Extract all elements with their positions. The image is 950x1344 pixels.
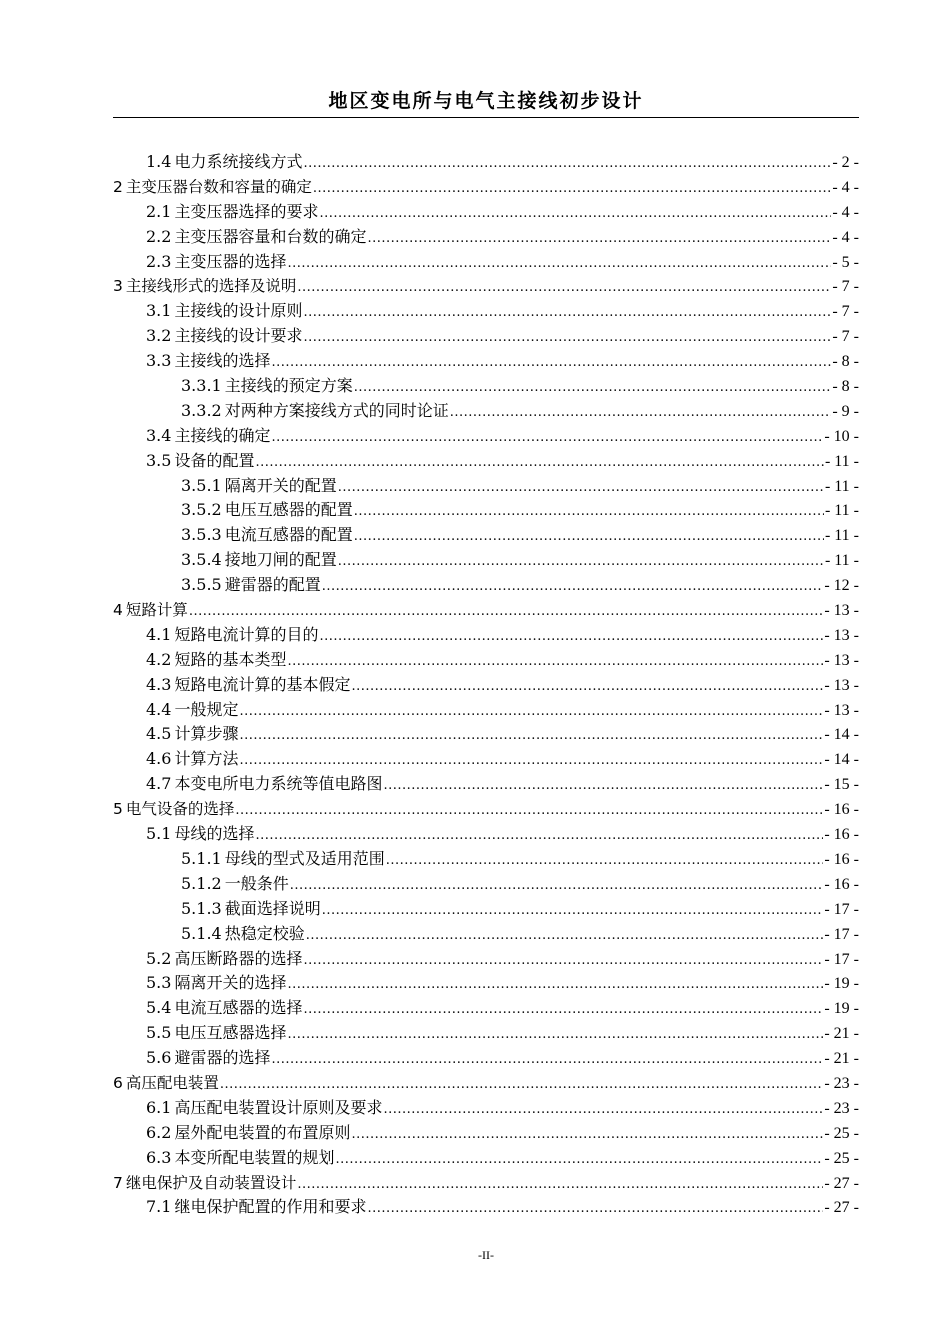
toc-entry-number: 3.3.1 [181, 376, 222, 396]
toc-entry[interactable] [113, 548, 859, 573]
toc-entry-number: 5 [113, 800, 123, 819]
toc-entry-page: - 23 - [824, 1099, 859, 1117]
toc-entry-number: 6.2 [146, 1122, 172, 1142]
toc-entry-title: 避雷器的选择 [174, 1048, 271, 1068]
toc-entry-title: 屋外配电装置的布置原则 [174, 1122, 351, 1142]
toc-entry-title: 计算方法 [174, 749, 239, 769]
toc-entry-title: 隔离开关的配置 [224, 475, 337, 495]
toc-entry-page: - 4 - [832, 203, 859, 221]
toc-entry[interactable] [113, 299, 859, 324]
toc-entry-title: 主变压器台数和容量的确定 [125, 177, 312, 196]
toc-entry[interactable] [113, 250, 859, 275]
toc-dot-leader [255, 824, 823, 849]
toc-entry-page: - 21 - [824, 1025, 859, 1043]
toc-dot-leader [386, 849, 824, 874]
toc-entry-title: 热稳定校验 [224, 923, 305, 943]
toc-entry-page: - 11 - [824, 502, 859, 520]
toc-dot-leader [303, 152, 831, 177]
toc-entry[interactable] [113, 1171, 859, 1196]
toc-entry-number: 5.2 [146, 948, 172, 968]
toc-entry[interactable] [113, 922, 859, 947]
toc-entry-page: - 13 - [824, 701, 859, 719]
toc-dot-leader [351, 675, 823, 700]
toc-entry-page: - 13 - [824, 602, 859, 620]
toc-entry-title: 接地刀闸的配置 [224, 550, 337, 570]
toc-entry-number: 4.7 [146, 774, 172, 794]
toc-entry-title: 短路电流计算的目的 [174, 624, 319, 644]
toc-entry-page: - 4 - [832, 228, 859, 246]
toc-entry-page: - 19 - [824, 1000, 859, 1018]
toc-entry-number: 5.1.3 [181, 898, 222, 918]
toc-entry-number: 5.4 [146, 998, 172, 1018]
toc-dot-leader [354, 376, 832, 401]
toc-entry-page: - 17 - [824, 950, 859, 968]
toc-dot-leader [319, 202, 831, 227]
toc-dot-leader [287, 1023, 823, 1048]
toc-entry-page: - 11 - [824, 452, 859, 470]
toc-dot-leader [450, 401, 832, 426]
toc-entry-page: - 7 - [832, 328, 859, 346]
toc-entry-number: 4.6 [146, 749, 172, 769]
toc-entry-number: 4.5 [146, 724, 172, 744]
toc-entry-number: 3.5.1 [181, 475, 222, 495]
toc-entry-title: 短路的基本类型 [174, 649, 287, 669]
toc-entry[interactable] [113, 523, 859, 548]
toc-entry[interactable] [113, 498, 859, 523]
toc-entry-page: - 21 - [824, 1050, 859, 1068]
toc-entry-title: 电压互感器的配置 [224, 500, 353, 520]
toc-entry-page: - 11 - [824, 527, 859, 545]
toc-entry[interactable] [113, 598, 859, 623]
toc-entry-title: 电力系统接线方式 [174, 152, 303, 171]
toc-entry[interactable] [113, 424, 859, 449]
toc-entry-title: 高压配电装置 [125, 1073, 219, 1092]
toc-entry-title: 高压断路器的选择 [174, 948, 303, 968]
toc-entry-number: 3.3 [146, 351, 172, 371]
toc-entry[interactable] [113, 623, 859, 648]
toc-entry[interactable] [113, 673, 859, 698]
toc-entry-title: 母线的选择 [174, 824, 255, 844]
toc-entry-number: 4.1 [146, 624, 172, 644]
toc-entry-number: 5.1.2 [181, 873, 222, 893]
header-divider [113, 117, 859, 118]
toc-dot-leader [287, 650, 823, 675]
toc-entry-number: 3.5.3 [181, 525, 222, 545]
toc-entry[interactable] [113, 847, 859, 872]
toc-entry-page: - 15 - [824, 776, 859, 794]
toc-entry[interactable] [113, 648, 859, 673]
toc-entry-number: 6 [113, 1073, 123, 1092]
toc-entry[interactable] [113, 1096, 859, 1121]
toc-entry-title: 主接线的确定 [174, 425, 271, 445]
toc-entry-page: - 13 - [824, 651, 859, 669]
toc-entry-number: 7.1 [146, 1197, 172, 1217]
toc-entry-title: 主接线的设计原则 [174, 301, 303, 321]
toc-entry[interactable] [113, 274, 859, 299]
toc-entry-title: 本变所配电装置的规划 [174, 1147, 335, 1167]
toc-dot-leader [239, 700, 823, 725]
toc-dot-leader [189, 600, 823, 625]
toc-entry-number: 4.2 [146, 649, 172, 669]
toc-entry[interactable] [113, 947, 859, 972]
toc-entry-page: - 14 - [824, 726, 859, 744]
toc-entry[interactable] [113, 722, 859, 747]
table-of-contents [113, 150, 859, 1220]
toc-entry-number: 4 [113, 601, 123, 620]
toc-dot-leader [303, 998, 823, 1023]
toc-entry-title: 避雷器的配置 [224, 575, 321, 595]
toc-entry-number: 2.1 [146, 201, 172, 221]
toc-dot-leader [354, 500, 824, 525]
toc-entry-title: 主接线的选择 [174, 351, 271, 371]
toc-entry-title: 截面选择说明 [224, 898, 321, 918]
toc-dot-leader [367, 1197, 823, 1222]
toc-entry-page: - 16 - [824, 875, 859, 893]
toc-dot-leader [354, 525, 824, 550]
toc-entry[interactable] [113, 996, 859, 1021]
toc-entry-number: 1.4 [146, 152, 172, 171]
toc-entry-page: - 12 - [824, 577, 859, 595]
toc-dot-leader [383, 774, 823, 799]
toc-dot-leader [322, 575, 824, 600]
toc-entry-title: 继电保护及自动装置设计 [125, 1173, 297, 1192]
toc-entry-number: 3.3.2 [181, 400, 222, 420]
toc-entry[interactable] [113, 772, 859, 797]
toc-dot-leader [313, 177, 831, 202]
toc-dot-leader [338, 550, 824, 575]
toc-dot-leader [290, 874, 824, 899]
toc-entry-title: 电流互感器的配置 [224, 525, 353, 545]
toc-entry-page: - 4 - [832, 178, 859, 196]
toc-entry-page: - 8 - [832, 378, 859, 396]
toc-entry[interactable] [113, 225, 859, 250]
toc-entry-number: 6.1 [146, 1097, 172, 1117]
toc-entry-number: 2 [113, 177, 123, 196]
toc-entry-page: - 17 - [824, 900, 859, 918]
toc-entry[interactable] [113, 349, 859, 374]
toc-dot-leader [220, 1073, 823, 1098]
toc-entry[interactable] [113, 797, 859, 822]
toc-entry[interactable] [113, 698, 859, 723]
toc-entry-page: - 5 - [832, 253, 859, 271]
toc-entry-number: 6.3 [146, 1147, 172, 1167]
toc-entry-title: 计算步骤 [174, 724, 239, 744]
toc-entry-page: - 10 - [824, 427, 859, 445]
toc-dot-leader [271, 426, 823, 451]
toc-dot-leader [383, 1098, 823, 1123]
toc-dot-leader [367, 227, 831, 252]
toc-entry[interactable] [113, 1195, 859, 1220]
toc-dot-leader [297, 276, 831, 301]
toc-entry-page: - 27 - [824, 1174, 859, 1192]
toc-entry-title: 主变压器的选择 [174, 251, 287, 271]
toc-dot-leader [319, 625, 823, 650]
toc-entry-number: 3 [113, 277, 123, 296]
toc-dot-leader [303, 326, 831, 351]
toc-entry[interactable] [113, 200, 859, 225]
toc-entry-page: - 7 - [832, 278, 859, 296]
toc-entry-number: 3.5.2 [181, 500, 222, 520]
toc-entry-number: 4.4 [146, 699, 172, 719]
toc-entry-number: 5.6 [146, 1048, 172, 1068]
toc-dot-leader [287, 252, 831, 277]
toc-entry-number: 5.3 [146, 973, 172, 993]
toc-dot-leader [235, 799, 823, 824]
toc-entry-number: 7 [113, 1173, 123, 1192]
page-number: -II- [478, 1248, 494, 1262]
toc-entry[interactable] [113, 971, 859, 996]
toc-entry[interactable] [113, 872, 859, 897]
toc-entry-page: - 27 - [824, 1199, 859, 1217]
toc-entry-page: - 7 - [832, 303, 859, 321]
toc-entry-title: 高压配电装置设计原则及要求 [174, 1097, 383, 1117]
toc-entry-number: 3.5.4 [181, 550, 222, 570]
toc-entry-number: 5.1.4 [181, 923, 222, 943]
toc-dot-leader [306, 924, 824, 949]
toc-entry-page: - 2 - [832, 154, 859, 171]
toc-entry-title: 短路电流计算的基本假定 [174, 674, 351, 694]
toc-entry-title: 本变电所电力系统等值电路图 [174, 774, 383, 794]
toc-dot-leader [351, 1123, 823, 1148]
toc-dot-leader [338, 476, 824, 501]
toc-dot-leader [255, 451, 823, 476]
toc-entry-number: 5.1 [146, 824, 172, 844]
toc-dot-leader [303, 301, 831, 326]
toc-entry-title: 继电保护配置的作用和要求 [174, 1197, 367, 1217]
toc-entry[interactable] [113, 150, 859, 175]
toc-entry-page: - 11 - [824, 477, 859, 495]
toc-entry-title: 短路计算 [125, 601, 188, 620]
toc-entry-title: 主变压器容量和台数的确定 [174, 226, 367, 246]
toc-entry-title: 对两种方案接线方式的同时论证 [224, 400, 449, 420]
toc-entry-number: 2.3 [146, 251, 172, 271]
toc-entry-page: - 17 - [824, 925, 859, 943]
toc-entry[interactable] [113, 1121, 859, 1146]
toc-entry-title: 设备的配置 [174, 450, 255, 470]
toc-entry-title: 一般条件 [224, 873, 289, 893]
toc-dot-leader [239, 749, 823, 774]
toc-dot-leader [287, 973, 823, 998]
toc-entry-number: 3.2 [146, 326, 172, 346]
toc-entry-page: - 25 - [824, 1124, 859, 1142]
toc-entry-title: 隔离开关的选择 [174, 973, 287, 993]
toc-entry-title: 主接线的设计要求 [174, 326, 303, 346]
toc-entry-title: 主接线的预定方案 [224, 376, 353, 396]
toc-entry[interactable] [113, 897, 859, 922]
toc-entry-title: 主接线形式的选择及说明 [125, 277, 297, 296]
toc-entry-page: - 16 - [824, 850, 859, 868]
toc-dot-leader [303, 949, 823, 974]
toc-dot-leader [297, 1173, 823, 1198]
toc-entry[interactable] [113, 1146, 859, 1171]
toc-entry[interactable] [113, 324, 859, 349]
toc-entry-number: 3.5 [146, 450, 172, 470]
toc-dot-leader [271, 351, 831, 376]
page-header-title: 地区变电所与电气主接线初步设计 [328, 90, 644, 112]
toc-entry[interactable] [113, 573, 859, 598]
toc-entry-page: - 13 - [824, 676, 859, 694]
toc-dot-leader [239, 724, 823, 749]
toc-dot-leader [335, 1148, 823, 1173]
toc-entry-page: - 16 - [824, 826, 859, 844]
toc-entry[interactable] [113, 474, 859, 499]
toc-entry-title: 电压互感器选择 [174, 1023, 287, 1043]
toc-entry-page: - 14 - [824, 751, 859, 769]
toc-entry[interactable] [113, 374, 859, 399]
toc-entry-title: 电流互感器的选择 [174, 998, 303, 1018]
toc-entry[interactable] [113, 399, 859, 424]
toc-entry[interactable] [113, 1021, 859, 1046]
toc-entry-page: - 23 - [824, 1074, 859, 1092]
toc-entry-page: - 8 - [832, 353, 859, 371]
toc-entry-title: 一般规定 [174, 699, 239, 719]
toc-entry-page: - 13 - [824, 626, 859, 644]
toc-entry-page: - 19 - [824, 975, 859, 993]
toc-entry-page: - 11 - [824, 552, 859, 570]
toc-dot-leader [322, 899, 824, 924]
toc-entry-number: 3.1 [146, 301, 172, 321]
toc-entry-title: 电气设备的选择 [125, 800, 235, 819]
toc-entry-page: - 16 - [824, 801, 859, 819]
toc-entry[interactable] [113, 449, 859, 474]
toc-entry[interactable] [113, 1046, 859, 1071]
toc-entry-number: 3.5.5 [181, 575, 222, 595]
toc-entry-page: - 9 - [832, 402, 859, 420]
toc-entry-number: 4.3 [146, 674, 172, 694]
toc-entry-title: 主变压器选择的要求 [174, 201, 319, 221]
toc-entry[interactable] [113, 822, 859, 847]
toc-entry-title: 母线的型式及适用范围 [224, 848, 385, 868]
toc-entry-number: 2.2 [146, 226, 172, 246]
toc-entry-number: 5.1.1 [181, 848, 222, 868]
toc-entry[interactable] [113, 747, 859, 772]
toc-entry-number: 5.5 [146, 1023, 172, 1043]
toc-entry-number: 3.4 [146, 425, 172, 445]
toc-entry-page: - 25 - [824, 1149, 859, 1167]
toc-entry[interactable] [113, 175, 859, 200]
toc-dot-leader [271, 1048, 823, 1073]
toc-entry[interactable] [113, 1071, 859, 1096]
